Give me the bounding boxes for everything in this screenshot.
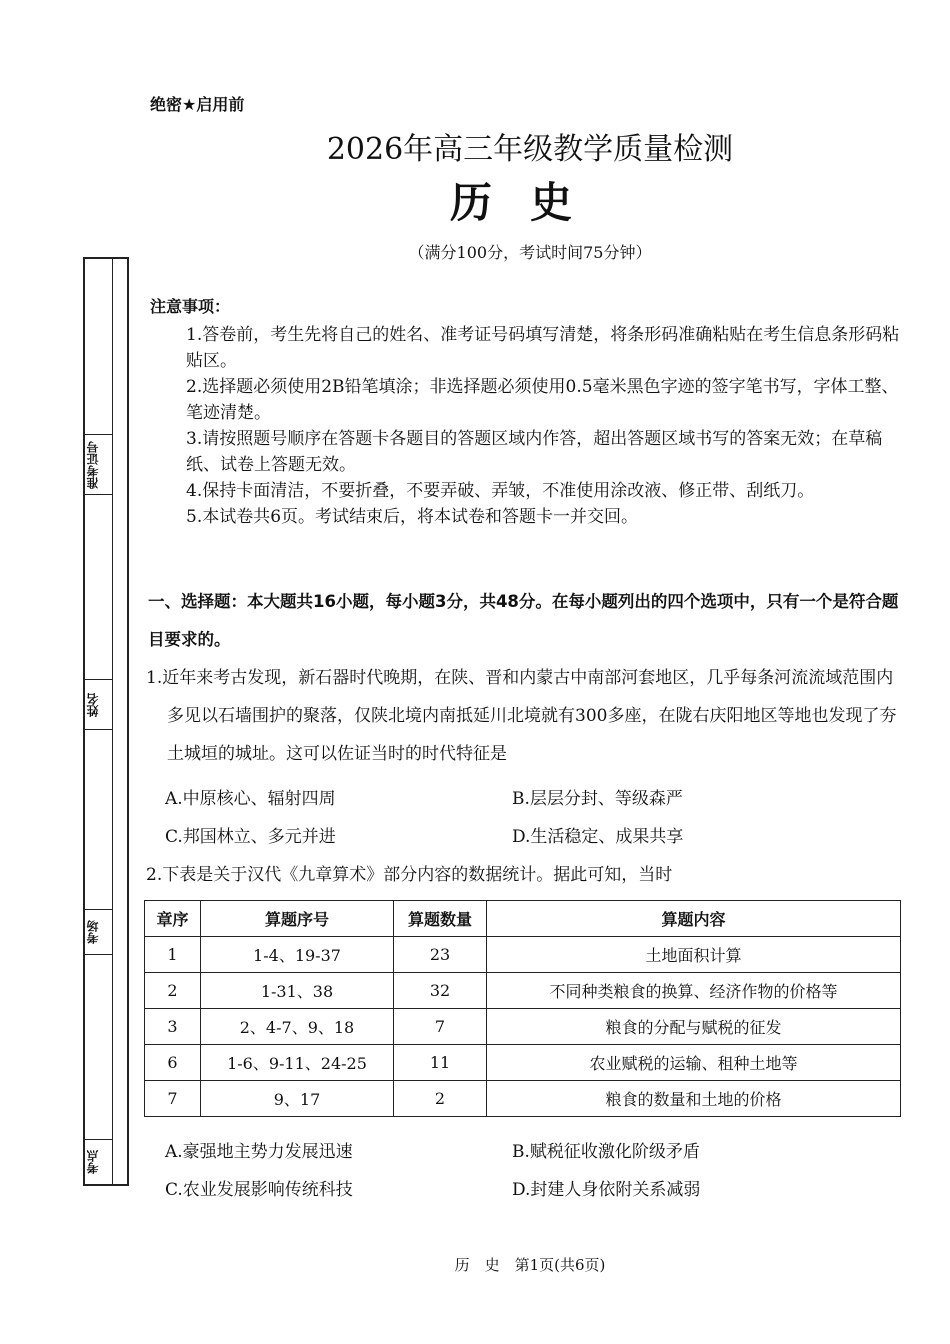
label-exam-site: 考点 [86,1150,100,1174]
strip-cell-blank1 [85,494,113,680]
notice-item: 3.请按照题号顺序在答题卡各题目的答题区域内作答，超出答题区域书写的答案无效；在草稿纸、试卷上答题无效。 [186,429,883,475]
strip-cell-id [85,434,113,495]
notice-item: 2.选择题必须使用2B铅笔填涂；非选择题必须使用0.5毫米黑色字迹的签字笔书写，字体工整、笔迹清楚。 [186,377,899,423]
exam-meta: （满分100分，考试时间75分钟） [408,243,652,262]
table-row [145,1009,901,1045]
exam-title: 2026年高三年级教学质量检测 [326,132,734,167]
question-1-stem: 1.近年来考古发现，新石器时代晚期，在陕、晋和内蒙古中南部河套地区，几乎每条河流流域范围内多见以石墙围护的聚落，仅陕北境内南抵延川北境就有300多座，在陇右庆阳地区等地也发现了夯土城垣的城址。这可以佐证当时的时代特征是 [146,668,897,764]
strip-cell-blank2 [85,729,113,910]
cell: 1-31、38 [201,973,394,1009]
strip-inner-line [112,259,127,1184]
notice-heading: 注意事项： [150,297,231,316]
table-row [145,1081,901,1117]
strip-cell-site [85,1139,113,1185]
cell: 7 [145,1081,201,1117]
table-row [145,937,901,973]
cell: 1-4、19-37 [201,937,394,973]
cell: 3 [145,1009,201,1045]
strip-cell-room [85,909,113,955]
cell: 23 [394,937,487,973]
q2-option-b[interactable]: B.赋税征收激化阶级矛盾 [512,1142,700,1162]
cell: 6 [145,1045,201,1081]
q1-option-a[interactable]: A.中原核心、辐射四周 [165,789,336,809]
cell: 2 [394,1081,487,1117]
strip-cell-blank3 [85,954,113,1140]
question-1 [146,659,906,773]
cell: 11 [394,1045,487,1081]
header-chapter: 章序 [145,901,201,937]
cell: 粮食的分配与赋税的征发 [487,1009,901,1045]
cell: 粮食的数量和土地的价格 [487,1081,901,1117]
cell: 土地面积计算 [487,937,901,973]
q2-option-c[interactable]: C.农业发展影响传统科技 [165,1180,353,1200]
q1-option-c[interactable]: C.邦国林立、多元并进 [165,827,336,847]
header-problem-numbers: 算题序号 [201,901,394,937]
data-table [144,900,901,1117]
secret-mark: 绝密★启用前 [150,95,245,114]
q1-option-d[interactable]: D.生活稳定、成果共享 [512,827,684,847]
label-admission-number: 准考证号 [86,441,100,489]
subject-title: 历史 [449,178,610,227]
notice-item: 1.答卷前，考生先将自己的姓名、准考证号码填写清楚，将条形码准确粘贴在考生信息条形码粘贴区。 [186,325,900,371]
q2-option-a[interactable]: A.豪强地主势力发展迅速 [165,1142,353,1162]
header-problem-count: 算题数量 [394,901,487,937]
notice-item: 4.保持卡面清洁，不要折叠，不要弄破、弄皱，不准使用涂改液、修正带、刮纸刀。 [186,481,815,501]
section-title: 一、选择题：本大题共16小题，每小题3分，共48分。在每小题列出的四个选项中，只有一个是符合题目要求的。 [148,592,899,649]
cell: 2、4-7、9、18 [201,1009,394,1045]
question-2-stem: 2.下表是关于汉代《九章算术》部分内容的数据统计。据此可知，当时 [146,865,673,885]
header-problem-content: 算题内容 [487,901,901,937]
table-header-row [145,901,901,937]
strip-cell-name [85,679,113,730]
table-row [145,1045,901,1081]
q2-option-d[interactable]: D.封建人身依附关系减弱 [512,1180,701,1200]
cell: 9、17 [201,1081,394,1117]
cell: 1-6、9-11、24-25 [201,1045,394,1081]
notice-list [150,322,905,530]
page-footer: 历 史 第1页(共6页) [454,1256,606,1274]
notice-item: 5.本试卷共6页。考试结束后，将本试卷和答题卡一并交回。 [186,507,639,527]
cell: 不同种类粮食的换算、经济作物的价格等 [487,973,901,1009]
table-row [145,973,901,1009]
cell: 1 [145,937,201,973]
cell: 农业赋税的运输、租种土地等 [487,1045,901,1081]
cell: 32 [394,973,487,1009]
cell: 2 [145,973,201,1009]
q1-option-b[interactable]: B.层层分封、等级森严 [512,789,683,809]
label-exam-room: 考场 [86,920,100,944]
cell: 7 [394,1009,487,1045]
label-name: 姓名 [86,693,100,717]
binding-strip [83,257,129,1186]
